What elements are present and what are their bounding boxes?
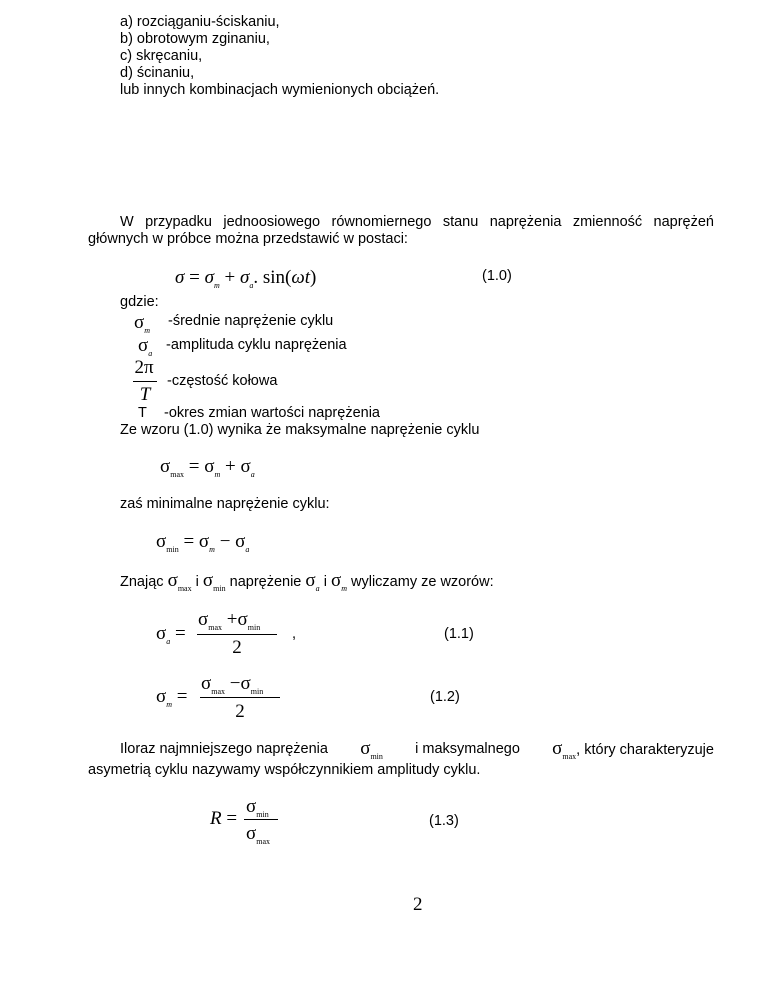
- list-item: a) rozciąganiu-ściskaniu,: [120, 14, 280, 30]
- def-sigma-a: $\sigma_a$: [138, 335, 153, 358]
- equation-min: $\sigma_{min} = \sigma_m - \sigma_a$: [156, 531, 250, 554]
- equation-number: (1.3): [429, 813, 459, 829]
- text-max: Ze wzoru (1.0) wynika że maksymalne naprężenie cyklu: [120, 422, 480, 438]
- paragraph-2-line2: asymetrią cyklu nazywamy współczynnikiem amplitudy cyklu.: [88, 762, 481, 778]
- equation-comma: ,: [292, 626, 297, 642]
- equation-number: (1.0): [482, 268, 512, 284]
- list-item: b) obrotowym zginaniu,: [120, 31, 270, 47]
- equation-1-0: $\sigma = \sigma_m + \sigma_a$. sin(ωt): [175, 267, 317, 290]
- equation-1-3-denominator: $\sigma_{max}$: [246, 823, 271, 846]
- equation-1-3-numerator: $\sigma_{min}$: [246, 796, 269, 819]
- def-sigma-a-text: -amplituda cyklu naprężenia: [166, 337, 347, 353]
- equation-1-1-numerator: $\sigma_{max} +\sigma_{min}$: [198, 609, 261, 632]
- def-omega-text: -częstość kołowa: [167, 373, 278, 389]
- list-item: lub innych kombinacjach wymienionych obciążeń.: [120, 82, 440, 98]
- def-omega-num: 2π: [134, 357, 154, 378]
- fraction-line: [244, 819, 278, 820]
- paragraph: W przypadku jednoosiowego równomiernego stanu naprężenia zmienność naprężeń głównych w próbce można przedstawić w postaci:: [88, 214, 714, 247]
- equation-number: (1.1): [444, 626, 474, 642]
- equation-max: $\sigma_{max} = \sigma_m + \sigma_a$: [160, 456, 255, 479]
- def-sigma-m-text: -średnie naprężenie cyklu: [168, 313, 334, 329]
- equation-1-2-numerator: $\sigma_{max} -\sigma_{min}$: [201, 673, 264, 696]
- def-T-text: -okres zmian wartości naprężenia: [164, 405, 380, 421]
- equation-1-3-lhs: R =: [210, 808, 238, 829]
- def-sigma-m: $\sigma_m$: [134, 312, 151, 335]
- where-label: gdzie:: [120, 294, 159, 310]
- def-omega-den: T: [139, 384, 151, 405]
- equation-1-1-denominator: 2: [232, 637, 242, 658]
- fraction-line: [133, 381, 157, 382]
- fraction-line: [200, 697, 280, 698]
- list-item: c) skręcaniu,: [120, 48, 203, 64]
- equation-1-1-lhs: $\sigma_a$ =: [156, 623, 186, 646]
- list-item: d) ścinaniu,: [120, 65, 195, 81]
- def-T-symbol: T: [138, 405, 147, 421]
- equation-1-2-lhs: $\sigma_m$ =: [156, 686, 188, 709]
- equation-number: (1.2): [430, 689, 460, 705]
- page-number: 2: [413, 894, 423, 915]
- knowing-line: Znając $\sigma_{max}$ i $\sigma_{min}$ naprężenie $\sigma_a$ i $\sigma_m$ wyliczamy ze wzorów:: [120, 570, 494, 593]
- paragraph-2-line1: Iloraz najmniejszego naprężenia $\sigma_{min}$ i maksymalnego $\sigma_{max}$, który charakteryzuje: [120, 738, 714, 761]
- fraction-line: [197, 634, 277, 635]
- equation-1-2-denominator: 2: [235, 701, 245, 722]
- text-min: zaś minimalne naprężenie cyklu:: [120, 496, 330, 512]
